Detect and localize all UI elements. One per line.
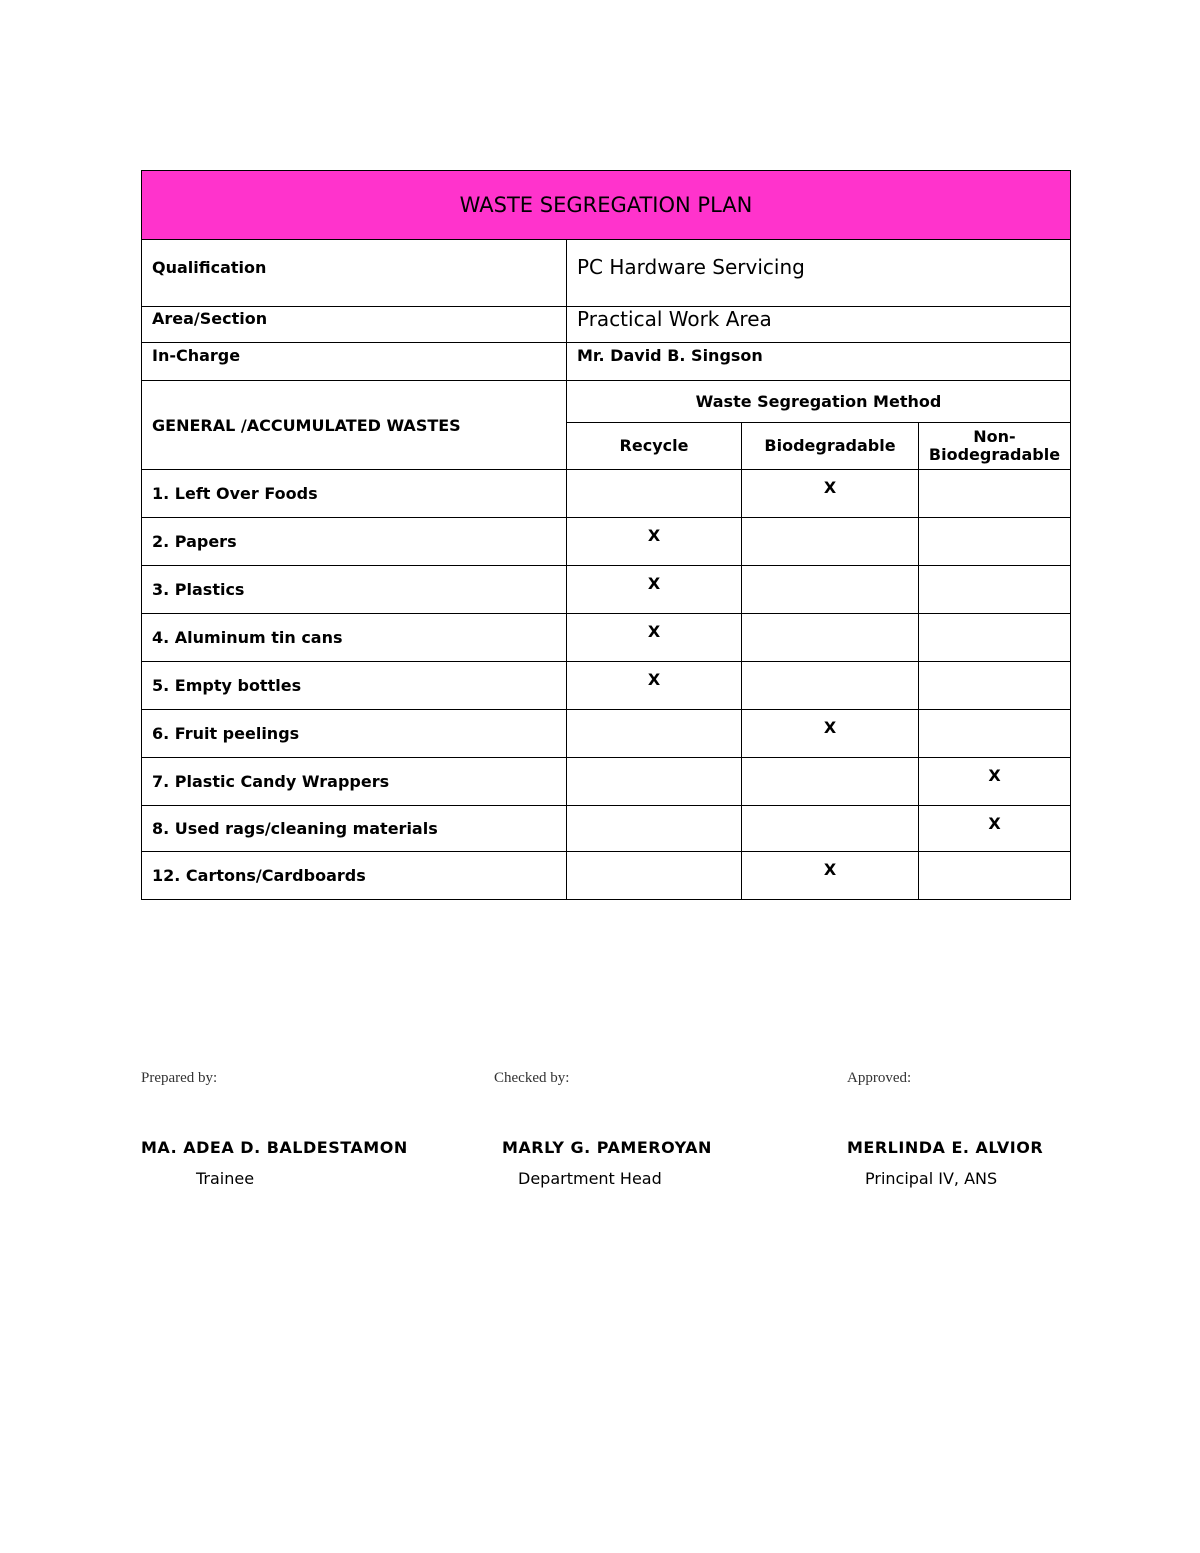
table-row	[142, 758, 1071, 806]
qualification-value: PC Hardware Servicing	[567, 240, 1071, 307]
waste-item: 1. Left Over Foods	[142, 470, 567, 518]
signatory-checked	[494, 1070, 814, 1188]
recycle-mark: X	[567, 614, 742, 662]
table-row	[142, 852, 1071, 900]
non-biodegradable-mark	[919, 710, 1071, 758]
table-row	[142, 662, 1071, 710]
non-biodegradable-mark	[919, 662, 1071, 710]
waste-item: 7. Plastic Candy Wrappers	[142, 758, 567, 806]
method-header: Waste Segregation Method	[567, 381, 1071, 423]
biodegradable-mark	[742, 758, 919, 806]
signatory-label: Prepared by:	[141, 1070, 218, 1086]
table-row	[142, 518, 1071, 566]
signatory-title: Department Head	[518, 1169, 662, 1188]
non-biodegradable-mark	[919, 852, 1071, 900]
waste-item: 5. Empty bottles	[142, 662, 567, 710]
column-biodegradable: Biodegradable	[742, 423, 919, 470]
biodegradable-mark: X	[742, 852, 919, 900]
biodegradable-mark: X	[742, 710, 919, 758]
table-row	[142, 710, 1071, 758]
biodegradable-mark	[742, 566, 919, 614]
area-section-label: Area/Section	[142, 307, 567, 343]
non-biodegradable-mark	[919, 614, 1071, 662]
document-title: WASTE SEGREGATION PLAN	[142, 171, 1071, 240]
signatory-name: MERLINDA E. ALVIOR	[847, 1138, 1044, 1157]
non-biodegradable-mark: X	[919, 758, 1071, 806]
recycle-mark	[567, 806, 742, 852]
in-charge-label: In-Charge	[142, 343, 567, 381]
qualification-label: Qualification	[142, 240, 567, 307]
signatory-title: Principal IV, ANS	[865, 1169, 998, 1188]
waste-item: 4. Aluminum tin cans	[142, 614, 567, 662]
non-biodegradable-mark	[919, 566, 1071, 614]
signatory-label: Approved:	[847, 1070, 912, 1086]
signatory-label: Checked by:	[494, 1070, 570, 1086]
column-non-biodegradable: Non- Biodegradable	[919, 423, 1071, 470]
recycle-mark	[567, 710, 742, 758]
biodegradable-mark	[742, 614, 919, 662]
waste-item: 2. Papers	[142, 518, 567, 566]
recycle-mark: X	[567, 566, 742, 614]
biodegradable-mark: X	[742, 470, 919, 518]
non-biodegradable-mark	[919, 518, 1071, 566]
table-row	[142, 566, 1071, 614]
signatory-approved	[847, 1070, 1147, 1188]
signatory-name: MA. ADEA D. BALDESTAMON	[141, 1138, 408, 1157]
recycle-mark	[567, 470, 742, 518]
waste-item: 8. Used rags/cleaning materials	[142, 806, 567, 852]
in-charge-value: Mr. David B. Singson	[567, 343, 1071, 381]
column-recycle: Recycle	[567, 423, 742, 470]
signatory-prepared	[141, 1070, 461, 1188]
biodegradable-mark	[742, 518, 919, 566]
table-row	[142, 806, 1071, 852]
waste-item: 12. Cartons/Cardboards	[142, 852, 567, 900]
recycle-mark	[567, 758, 742, 806]
waste-segregation-table	[141, 170, 1071, 900]
recycle-mark	[567, 852, 742, 900]
biodegradable-mark	[742, 806, 919, 852]
area-section-value: Practical Work Area	[567, 307, 1071, 343]
biodegradable-mark	[742, 662, 919, 710]
table-row	[142, 614, 1071, 662]
non-biodegradable-mark	[919, 470, 1071, 518]
table-row	[142, 470, 1071, 518]
non-biodegradable-mark: X	[919, 806, 1071, 852]
general-wastes-header: GENERAL /ACCUMULATED WASTES	[142, 381, 567, 470]
recycle-mark: X	[567, 518, 742, 566]
signatory-name: MARLY G. PAMEROYAN	[502, 1138, 712, 1157]
waste-item: 3. Plastics	[142, 566, 567, 614]
signatory-title: Trainee	[196, 1169, 255, 1188]
recycle-mark: X	[567, 662, 742, 710]
waste-item: 6. Fruit peelings	[142, 710, 567, 758]
